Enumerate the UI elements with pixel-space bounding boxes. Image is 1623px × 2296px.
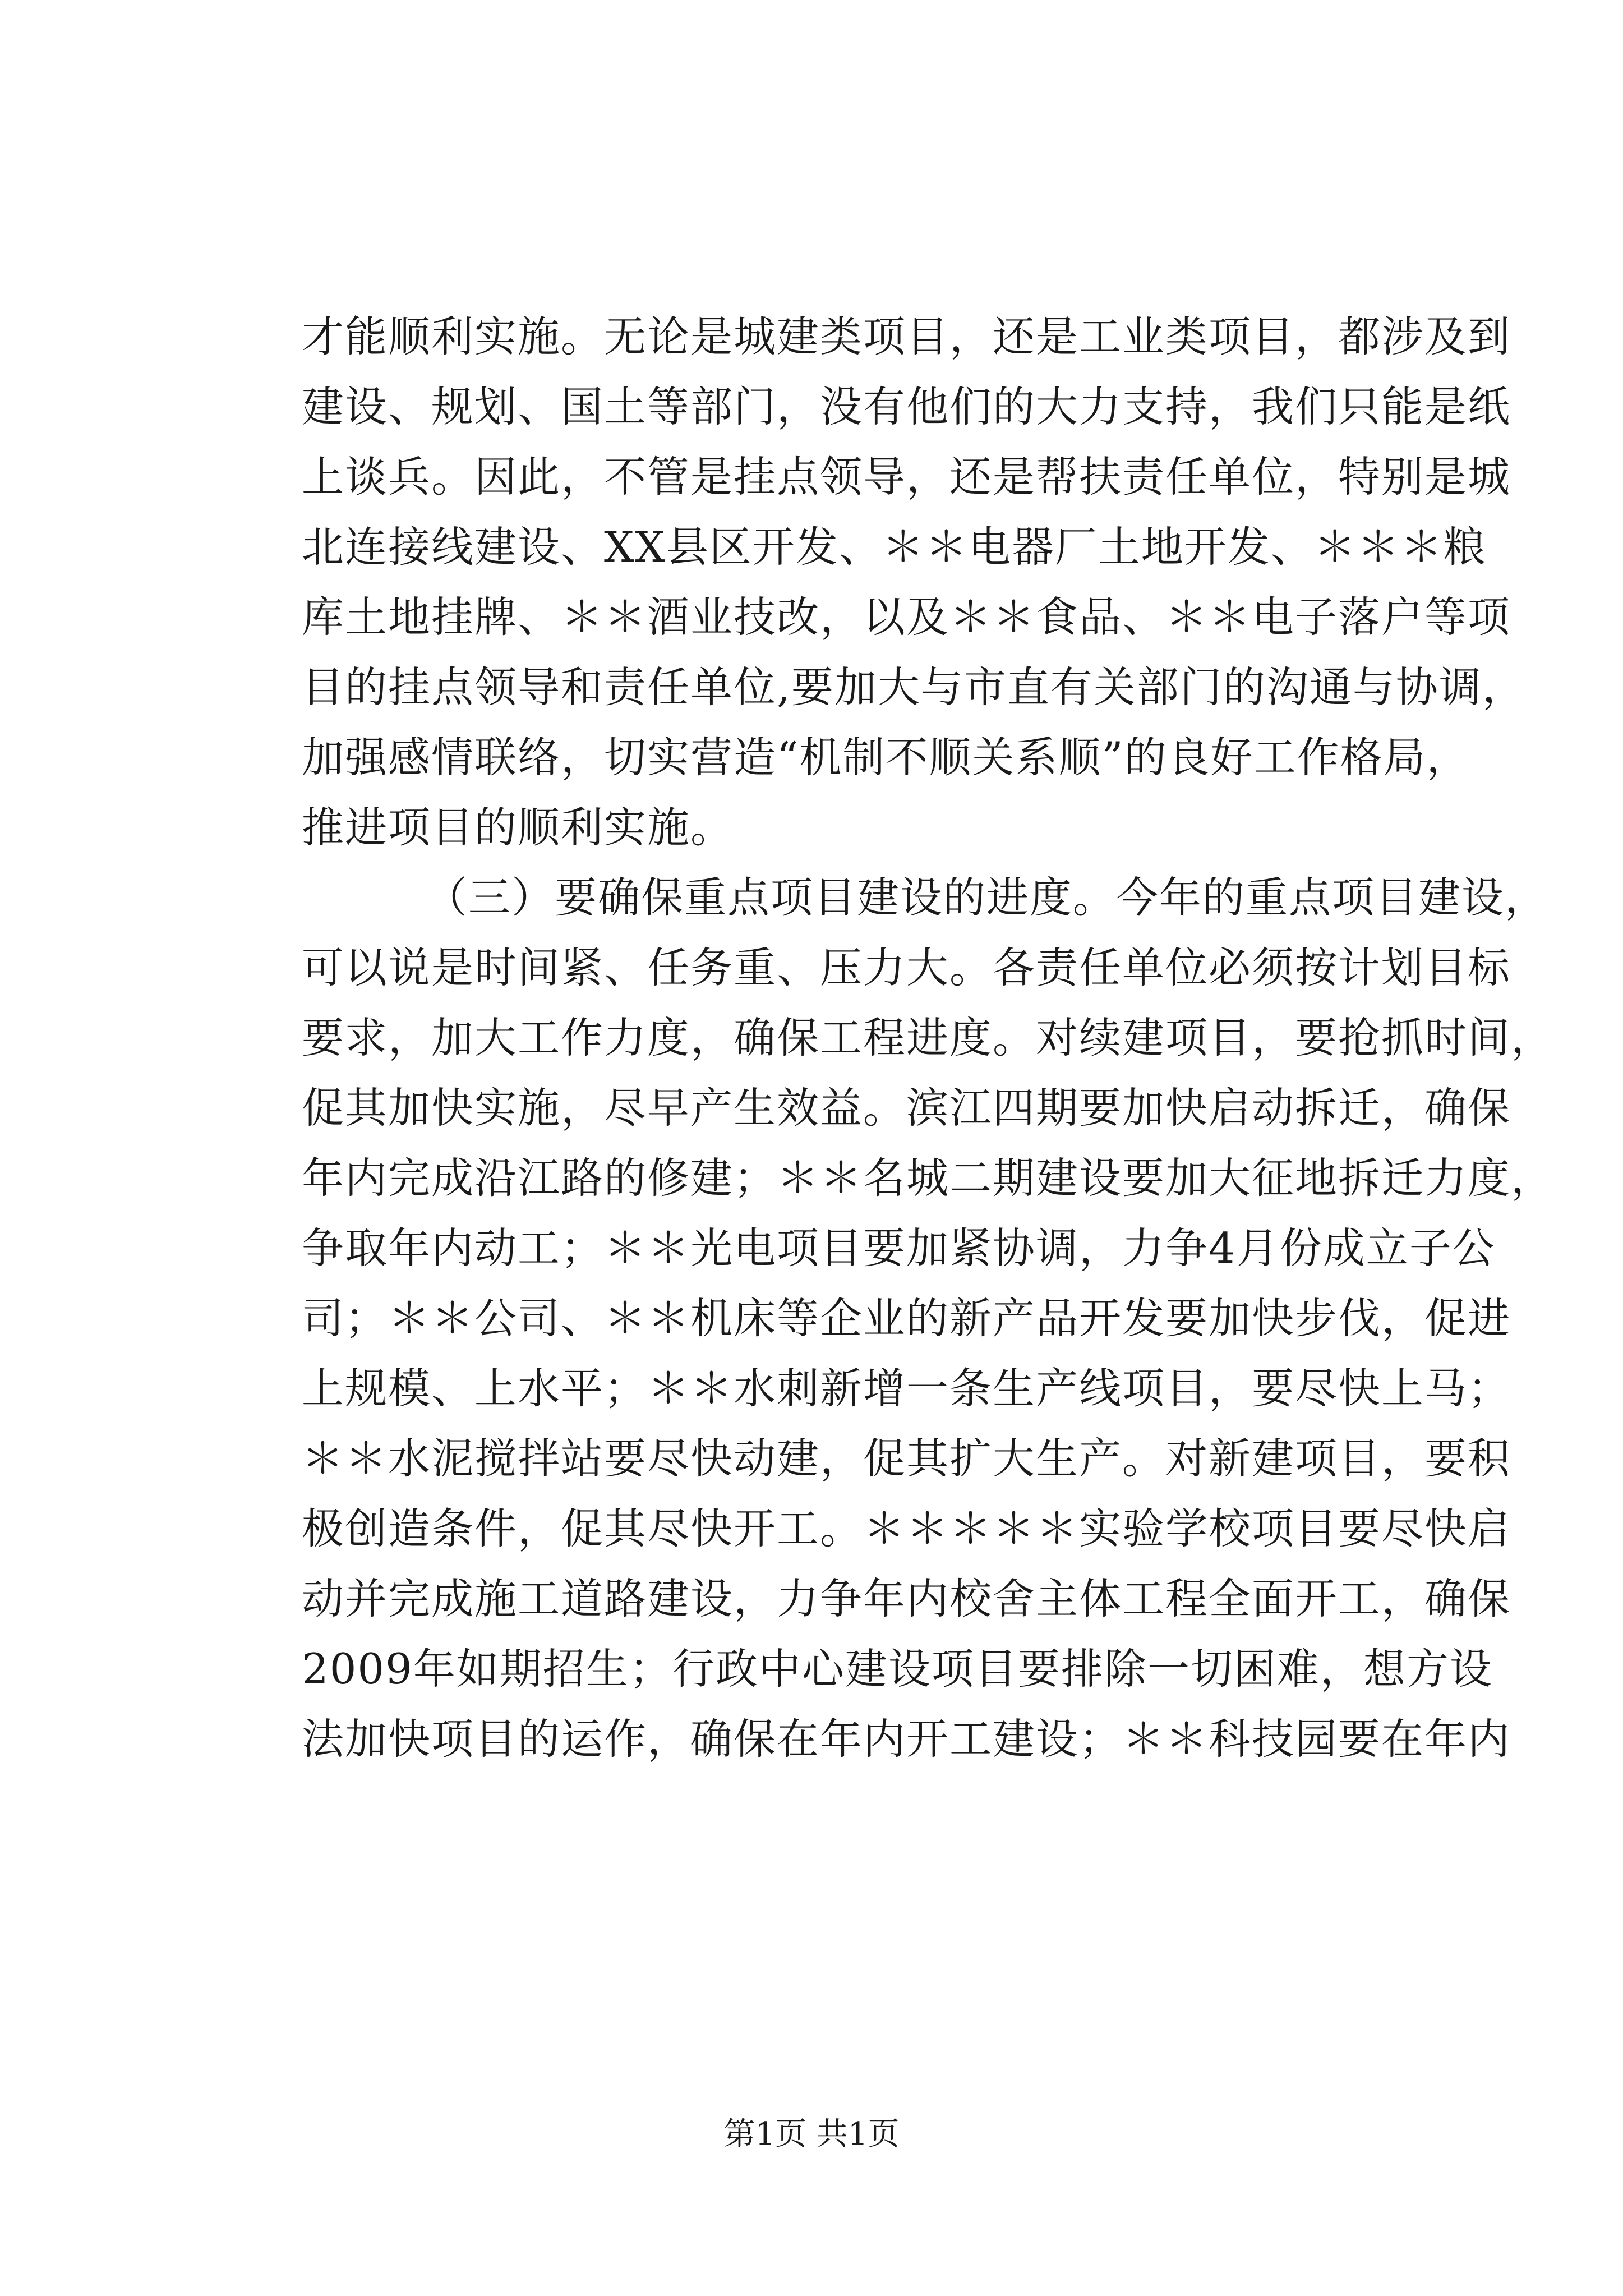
text-line: 年内完成沿江路的修建；＊＊名城二期建设要加大征地拆迁力度， xyxy=(302,1153,1555,1203)
text-line: 建设、规划、国土等部门，没有他们的大力支持，我们只能是纸 xyxy=(302,382,1511,431)
text-line: ＊＊水泥搅拌站要尽快动建，促其扩大生产。对新建项目，要积 xyxy=(302,1434,1511,1483)
paragraph-1 xyxy=(302,302,1525,863)
text-line: 目的挂点领导和责任单位,要加大与市直有关部门的沟通与协调， xyxy=(302,662,1525,712)
text-line: 动并完成施工道路建设，力争年内校舍主体工程全面开工，确保 xyxy=(302,1574,1511,1623)
text-line: 法加快项目的运作，确保在年内开工建设；＊＊科技园要在年内 xyxy=(302,1714,1511,1764)
text-line: 司；＊＊公司、＊＊机床等企业的新产品开发要加快步伐，促进 xyxy=(302,1294,1511,1343)
text-line: 才能顺利实施。无论是城建类项目，还是工业类项目，都涉及到 xyxy=(302,312,1511,361)
text-line: 库土地挂牌、＊＊酒业技改，以及＊＊食品、＊＊电子落户等项 xyxy=(302,592,1511,642)
document-body xyxy=(302,302,1555,1774)
text-line: 推进项目的顺利实施。 xyxy=(302,803,734,852)
text-line: 争取年内动工；＊＊光电项目要加紧协调，力争4月份成立子公 xyxy=(302,1223,1496,1273)
page-footer xyxy=(0,2115,1623,2154)
text-line: 可以说是时间紧、任务重、压力大。各责任单位必须按计划目标 xyxy=(302,943,1511,992)
text-line: 加强感情联络，切实营造“机制不顺关系顺”的良好工作格局， xyxy=(302,733,1470,782)
text-line: 上规模、上水平；＊＊水刺新增一条生产线项目，要尽快上马； xyxy=(302,1364,1511,1413)
text-line: 促其加快实施，尽早产生效益。滨江四期要加快启动拆迁，确保 xyxy=(302,1083,1511,1133)
text-line: 要求，加大工作力度，确保工程进度。对续建项目，要抢抓时间， xyxy=(302,1013,1555,1062)
text-line: 上谈兵。因此，不管是挂点领导，还是帮扶责任单位，特别是城 xyxy=(302,452,1511,501)
text-line: 极创造条件，促其尽快开工。＊＊＊＊＊实验学校项目要尽快启 xyxy=(302,1504,1511,1553)
text-line: 北连接线建设、XX县区开发、＊＊电器厂土地开发、＊＊＊粮 xyxy=(302,522,1487,572)
paragraph-2 xyxy=(302,863,1555,1774)
page-number-label: 第1页 共1页 xyxy=(723,2116,900,2152)
text-line: 2009年如期招生；行政中心建设项目要排除一切困难，想方设 xyxy=(302,1644,1493,1694)
text-line: （三）要确保重点项目建设的进度。今年的重点项目建设， xyxy=(425,873,1548,922)
